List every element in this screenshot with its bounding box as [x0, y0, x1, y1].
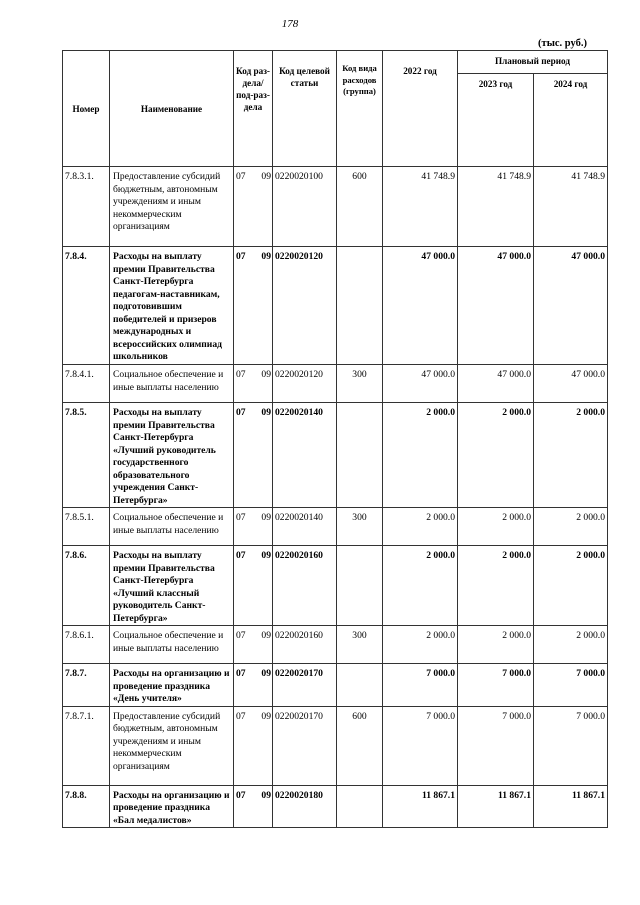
- row-value-2024: 47 000.0: [534, 247, 608, 365]
- header-year-2023: 2023 год: [458, 74, 534, 167]
- page-number: 178: [281, 18, 299, 30]
- row-number: 7.8.6.1.: [63, 626, 110, 664]
- row-name: Расходы на организацию и проведение праздника «День учителя»: [110, 664, 234, 707]
- row-target-code: 0220020140: [273, 403, 337, 508]
- subsection-code: 09: [261, 369, 271, 380]
- row-value-2022: 47 000.0: [383, 247, 458, 365]
- section-code: 07: [236, 407, 246, 418]
- row-target-code: 0220020140: [273, 508, 337, 546]
- subsection-code: 09: [261, 251, 271, 262]
- row-target-code: 0220020160: [273, 626, 337, 664]
- row-number: 7.8.4.: [63, 247, 110, 365]
- row-value-2023: 47 000.0: [458, 247, 534, 365]
- units-label: (тыс. руб.): [538, 38, 587, 49]
- row-name: Предоставление субсидий бюджетным, автономным учреждениям и иным некоммерческим организациям: [110, 706, 234, 785]
- row-value-2022: 7 000.0: [383, 664, 458, 707]
- section-code: 07: [236, 710, 246, 722]
- row-target-code: 0220020160: [273, 546, 337, 626]
- row-value-2022: 2 000.0: [383, 546, 458, 626]
- row-value-2023: 7 000.0: [458, 664, 534, 707]
- row-name: Расходы на организацию и проведение праздника «Бал медалистов»: [110, 785, 234, 828]
- section-code: 07: [236, 171, 246, 182]
- table-row: [63, 546, 608, 626]
- section-code: 07: [236, 369, 246, 380]
- table-row: [63, 785, 608, 828]
- row-value-2022: 7 000.0: [383, 706, 458, 785]
- section-code: 07: [236, 251, 246, 262]
- row-value-2023: 2 000.0: [458, 626, 534, 664]
- row-number: 7.8.7.: [63, 664, 110, 707]
- row-expense-type-code: 300: [337, 365, 383, 403]
- row-name: Социальное обеспечение и иные выплаты населению: [110, 508, 234, 546]
- row-value-2024: 41 748.9: [534, 167, 608, 247]
- header-target-code: Код целевой статьи: [273, 51, 337, 167]
- row-expense-type-code: 300: [337, 508, 383, 546]
- row-section-code: [234, 664, 273, 707]
- row-name: Социальное обеспечение и иные выплаты населению: [110, 626, 234, 664]
- subsection-code: 09: [261, 668, 271, 679]
- row-value-2024: 47 000.0: [534, 365, 608, 403]
- subsection-code: 09: [261, 171, 271, 182]
- row-name: Социальное обеспечение и иные выплаты населению: [110, 365, 234, 403]
- table-row: [63, 403, 608, 508]
- row-section-code: [234, 167, 273, 247]
- header-plan-period: Плановый период: [458, 51, 608, 74]
- subsection-code: 09: [261, 550, 271, 561]
- row-section-code: [234, 403, 273, 508]
- row-section-code: [234, 785, 273, 828]
- section-code: 07: [236, 789, 246, 801]
- row-section-code: [234, 706, 273, 785]
- row-section-code: [234, 626, 273, 664]
- row-value-2022: 2 000.0: [383, 508, 458, 546]
- section-code: 07: [236, 630, 246, 641]
- row-number: 7.8.3.1.: [63, 167, 110, 247]
- header-year-2024: 2024 год: [534, 74, 608, 167]
- row-section-code: [234, 247, 273, 365]
- row-number: 7.8.4.1.: [63, 365, 110, 403]
- row-target-code: 0220020100: [273, 167, 337, 247]
- row-value-2023: 11 867.1: [458, 785, 534, 828]
- row-section-code: [234, 508, 273, 546]
- section-code: 07: [236, 550, 246, 561]
- row-value-2023: 2 000.0: [458, 508, 534, 546]
- row-expense-type-code: [337, 247, 383, 365]
- header-name: Наименование: [110, 51, 234, 167]
- row-name: Расходы на выплату премии Правительства Санкт-Петербурга педагогам-наставникам, подготовившим победителей и призеров международных и всероссийских олимпиад школьников: [110, 247, 234, 365]
- section-code: 07: [236, 512, 246, 523]
- row-value-2023: 7 000.0: [458, 706, 534, 785]
- header-year-2022: 2022 год: [383, 51, 458, 167]
- header-section-code: Код раз-дела/ под-раз-дела: [234, 51, 273, 167]
- row-expense-type-code: 600: [337, 706, 383, 785]
- subsection-code: 09: [261, 512, 271, 523]
- table-row: [63, 508, 608, 546]
- subsection-code: 09: [261, 630, 271, 641]
- subsection-code: 09: [261, 710, 271, 722]
- header-number: Номер: [63, 51, 110, 167]
- row-expense-type-code: 300: [337, 626, 383, 664]
- row-number: 7.8.6.: [63, 546, 110, 626]
- row-value-2023: 2 000.0: [458, 403, 534, 508]
- row-section-code: [234, 365, 273, 403]
- row-target-code: 0220020170: [273, 664, 337, 707]
- row-value-2024: 2 000.0: [534, 403, 608, 508]
- table-row: [63, 706, 608, 785]
- row-name: Расходы на выплату премии Правительства Санкт-Петербурга «Лучший классный руководитель Санкт-Петербурга»: [110, 546, 234, 626]
- row-value-2024: 7 000.0: [534, 664, 608, 707]
- row-number: 7.8.5.1.: [63, 508, 110, 546]
- row-expense-type-code: [337, 664, 383, 707]
- subsection-code: 09: [261, 789, 271, 801]
- row-expense-type-code: 600: [337, 167, 383, 247]
- section-code: 07: [236, 668, 246, 679]
- row-name: Предоставление субсидий бюджетным, автономным учреждениям и иным некоммерческим организациям: [110, 167, 234, 247]
- row-value-2024: 2 000.0: [534, 508, 608, 546]
- table-row: [63, 664, 608, 707]
- row-value-2022: 2 000.0: [383, 626, 458, 664]
- table-row: [63, 365, 608, 403]
- row-target-code: 0220020120: [273, 247, 337, 365]
- row-target-code: 0220020120: [273, 365, 337, 403]
- row-value-2023: 41 748.9: [458, 167, 534, 247]
- row-value-2024: 7 000.0: [534, 706, 608, 785]
- row-value-2022: 41 748.9: [383, 167, 458, 247]
- row-number: 7.8.7.1.: [63, 706, 110, 785]
- row-expense-type-code: [337, 785, 383, 828]
- subsection-code: 09: [261, 407, 271, 418]
- header-expense-type-code: Код вида расходов (группа): [337, 51, 383, 167]
- row-value-2022: 2 000.0: [383, 403, 458, 508]
- row-name: Расходы на выплату премии Правительства Санкт-Петербурга «Лучший руководитель государственного образовательного учреждения Санкт-Петербурга»: [110, 403, 234, 508]
- row-value-2022: 47 000.0: [383, 365, 458, 403]
- row-value-2024: 2 000.0: [534, 626, 608, 664]
- budget-table: [62, 50, 608, 828]
- row-value-2022: 11 867.1: [383, 785, 458, 828]
- row-expense-type-code: [337, 546, 383, 626]
- row-value-2024: 2 000.0: [534, 546, 608, 626]
- row-target-code: 0220020180: [273, 785, 337, 828]
- row-value-2024: 11 867.1: [534, 785, 608, 828]
- row-target-code: 0220020170: [273, 706, 337, 785]
- row-number: 7.8.5.: [63, 403, 110, 508]
- row-value-2023: 2 000.0: [458, 546, 534, 626]
- table-row: [63, 626, 608, 664]
- table-row: [63, 247, 608, 365]
- row-expense-type-code: [337, 403, 383, 508]
- table-row: [63, 167, 608, 247]
- row-value-2023: 47 000.0: [458, 365, 534, 403]
- row-number: 7.8.8.: [63, 785, 110, 828]
- row-section-code: [234, 546, 273, 626]
